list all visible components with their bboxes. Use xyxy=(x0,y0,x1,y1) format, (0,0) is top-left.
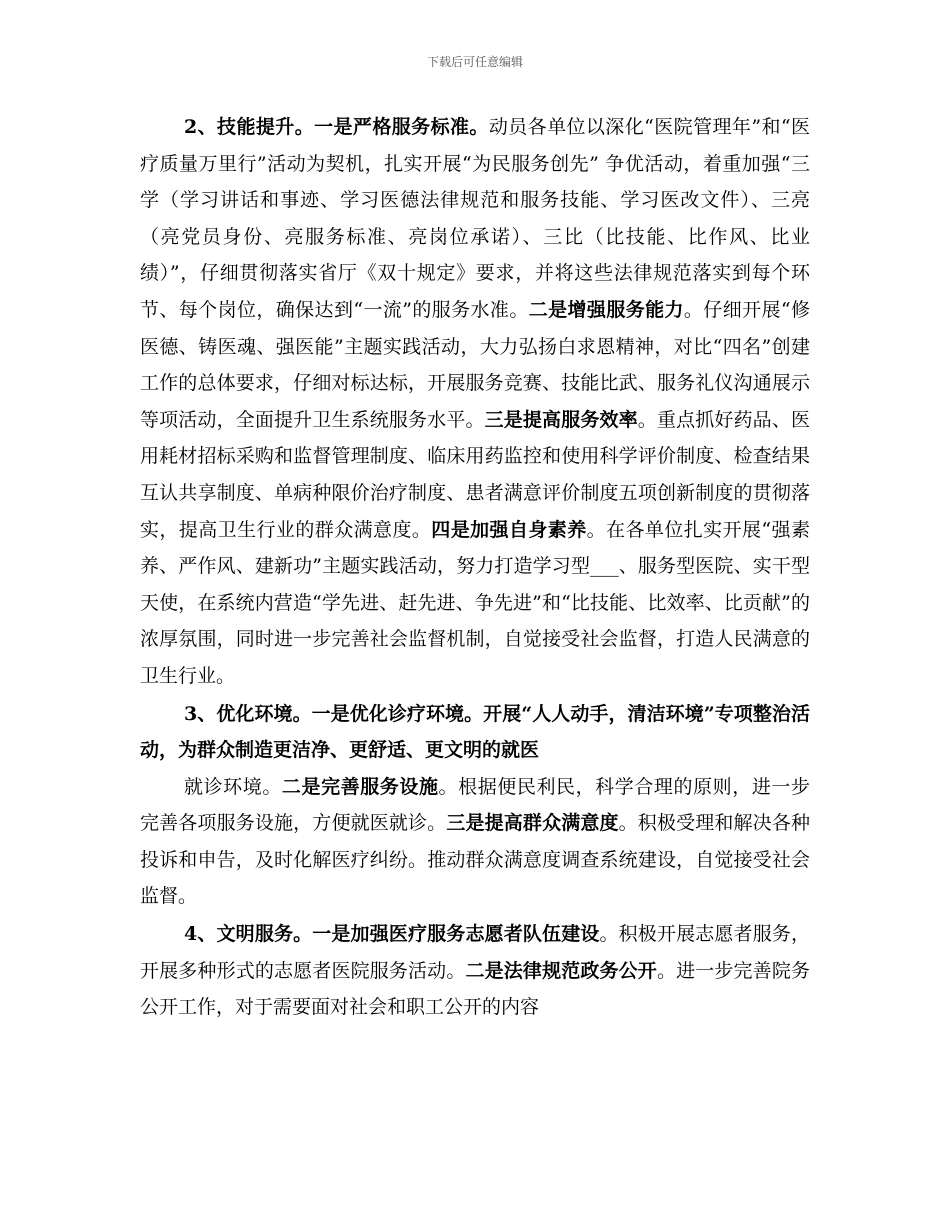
heading-run: 二是完善服务设施 xyxy=(281,775,439,798)
paragraph xyxy=(140,916,810,1026)
heading-run: 三是提高群众满意度 xyxy=(446,812,619,835)
text-run: 。积极开展志愿者服务，开展多种形式的志愿者医院服务活动。 xyxy=(140,923,810,982)
text-run: 。积极受理和解决各种投诉和申告，及时化解医疗纠纷。推动群众满意度调查系统建设，自觉接受社会监督。 xyxy=(140,812,810,908)
text-run: 。进一步完善院务公开工作，对于需要面对社会和职工公开的内容 xyxy=(140,959,810,1019)
section-civilized-service xyxy=(140,916,810,1026)
heading-run: 3、优化环境。一是优化诊疗环境。开展“人人动手，清洁环境”专项整治活动，为群众制造更洁净、更舒适、更文明的就医 xyxy=(140,702,810,762)
text-run: 就诊环境。 xyxy=(184,775,282,798)
paragraph xyxy=(140,109,810,695)
section-optimize-environment xyxy=(140,696,810,916)
text-run: 。仔细开展“修医德、铸医魂、强医能”主题实践活动，大力弘扬白求恩精神，对比“四名”创建工作的总体要求，仔细对标达标，开展服务竞赛、技能比武、服务礼仪沟通展示等项活动，全面提升卫生系统服务水平。 xyxy=(140,298,810,431)
heading-run: 二是法律规范政务公开 xyxy=(465,959,657,982)
text-run: 。重点抓好药品、医用耗材招标采购和监督管理制度、临床用药监控和使用科学评价制度、检查结果互认共享制度、单病种限价治疗制度、患者满意评价制度五项创新制度的贯彻落实，提高卫生行业的群众满意度。 xyxy=(140,408,810,541)
heading-run: 四是加强自身素养 xyxy=(431,518,587,541)
text-run: 动员各单位以深化“医院管理年”和“医疗质量万里行”活动为契机，扎实开展“为民服务创先” 争优活动，着重加强“三学（学习讲话和事迹、学习医德法律规范和服务技能、学习医改文件）、三亮（亮党员身份、亮服务标准、亮岗位承诺）、三比（比技能、比作风、比业绩）”，仔细贯彻落实省厅《双十规定》要求，并将这些法律规范落实到每个环节、每个岗位，确保达到“一流”的服务水准。 xyxy=(140,116,810,321)
page-header: 下载后可任意编辑 xyxy=(426,55,523,69)
heading-run: 2、技能提升。一是严格服务标准。 xyxy=(184,116,489,138)
text-run: 。根据便民利民，科学合理的原则，进一步完善各项服务设施，方便就医就诊。 xyxy=(140,775,810,835)
paragraph xyxy=(140,769,810,915)
section-skill-improvement xyxy=(140,109,810,695)
paragraph xyxy=(140,696,810,769)
heading-run: 二是增强服务能力 xyxy=(528,298,684,321)
document-body xyxy=(140,109,810,1026)
text-run: 。在各单位扎实开展“强素养、严作风、建新功”主题实践活动，努力打造学习型___、服务型医院、实干型天使，在系统内营造“学先进、赶先进、争先进”和“比技能、比效率、比贡献”的浓厚氛围，同时进一步完善社会监督机制，自觉接受社会监督，打造人民满意的卫生行业。 xyxy=(140,518,810,687)
heading-run: 三是提高服务效率 xyxy=(484,408,638,431)
heading-run: 4、文明服务。一是加强医疗服务志愿者队伍建设 xyxy=(184,923,600,946)
